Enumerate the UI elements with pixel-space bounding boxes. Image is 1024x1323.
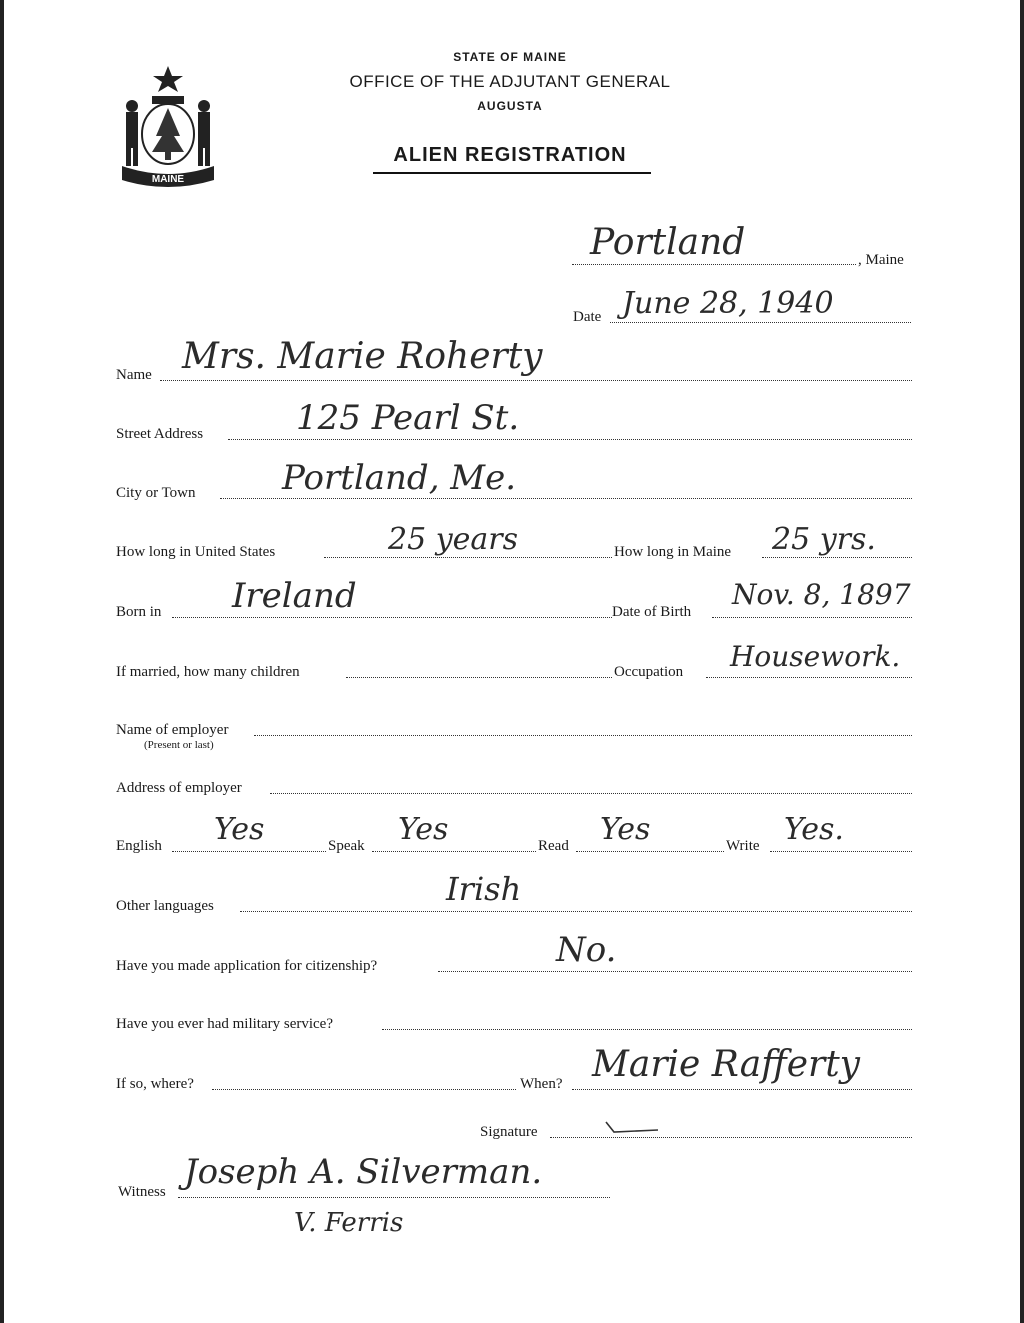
maine-label: , Maine — [858, 252, 904, 268]
born-in-line — [172, 617, 612, 618]
english-value: Yes — [214, 812, 265, 847]
long-us-line — [324, 557, 612, 558]
employer-address-label: Address of employer — [116, 780, 242, 796]
english-line — [172, 851, 326, 852]
header-office: OFFICE OF THE ADJUTANT GENERAL — [349, 72, 671, 91]
street-value: 125 Pearl St. — [296, 398, 520, 438]
signature-mark-icon — [600, 1118, 664, 1138]
employer-note: (Present or last) — [144, 739, 214, 751]
speak-line — [372, 851, 536, 852]
city-value: Portland, Me. — [282, 458, 517, 498]
citizenship-line — [438, 971, 912, 972]
long-maine-label: How long in Maine — [614, 544, 732, 560]
scan-border-right — [1020, 0, 1024, 1323]
signature-label: Signature — [480, 1124, 538, 1140]
born-in-label: Born in — [116, 604, 162, 620]
header-city: AUGUSTA — [477, 99, 543, 113]
maine-seal-icon — [112, 62, 224, 190]
employer-address-line — [270, 793, 912, 794]
military-label: Have you ever had military service? — [116, 1016, 333, 1032]
date-value: June 28, 1940 — [622, 286, 834, 321]
signature-value: Marie Rafferty — [592, 1044, 861, 1085]
date-line — [610, 322, 911, 323]
long-maine-value: 25 yrs. — [772, 522, 876, 557]
speak-value: Yes — [398, 812, 449, 847]
born-in-value: Ireland — [232, 576, 357, 616]
long-maine-line — [762, 557, 912, 558]
occupation-value: Housework. — [730, 640, 901, 673]
military-line — [382, 1029, 912, 1030]
long-us-value: 25 years — [388, 522, 519, 557]
dob-value: Nov. 8, 1897 — [732, 578, 911, 611]
witness-line — [178, 1197, 610, 1198]
scan-border-left — [0, 0, 4, 1323]
header-state: STATE OF MAINE — [453, 50, 567, 64]
seal-label: MAINE — [151, 174, 185, 185]
speak-label: Speak — [328, 838, 365, 854]
read-line — [576, 851, 724, 852]
occupation-line — [706, 677, 912, 678]
street-line — [228, 439, 912, 440]
write-line — [770, 851, 912, 852]
title-underline — [373, 172, 651, 174]
occupation-label: Occupation — [614, 664, 684, 680]
name-value: Mrs. Marie Roherty — [182, 336, 543, 377]
employer-line — [254, 735, 912, 736]
name-label: Name — [116, 367, 152, 383]
street-label: Street Address — [116, 426, 204, 442]
read-label: Read — [538, 838, 569, 854]
read-value: Yes — [600, 812, 651, 847]
where-label: If so, where? — [116, 1076, 194, 1092]
place-line — [572, 264, 856, 265]
dob-line — [712, 617, 912, 618]
children-line — [346, 677, 612, 678]
when-line — [572, 1089, 912, 1090]
city-line — [220, 498, 912, 499]
witness-second-value: V. Ferris — [294, 1208, 404, 1238]
where-line — [212, 1089, 516, 1090]
other-languages-label: Other languages — [116, 898, 214, 914]
form-title: ALIEN REGISTRATION — [393, 144, 627, 166]
city-label: City or Town — [116, 485, 196, 501]
date-label: Date — [573, 309, 602, 325]
citizenship-label: Have you made application for citizenship? — [116, 958, 378, 974]
citizenship-value: No. — [556, 930, 617, 970]
other-languages-line — [240, 911, 912, 912]
witness-label: Witness — [118, 1184, 166, 1200]
write-value: Yes. — [784, 812, 844, 847]
name-line — [160, 380, 912, 381]
children-label: If married, how many children — [116, 664, 300, 680]
english-label: English — [116, 838, 162, 854]
employer-label: Name of employer — [116, 722, 229, 738]
when-label: When? — [520, 1076, 563, 1092]
witness-value: Joseph A. Silverman. — [184, 1152, 543, 1192]
dob-label: Date of Birth — [612, 604, 692, 620]
write-label: Write — [726, 838, 760, 854]
other-languages-value: Irish — [446, 870, 522, 908]
long-us-label: How long in United States — [116, 544, 276, 560]
place-value: Portland — [590, 222, 746, 263]
